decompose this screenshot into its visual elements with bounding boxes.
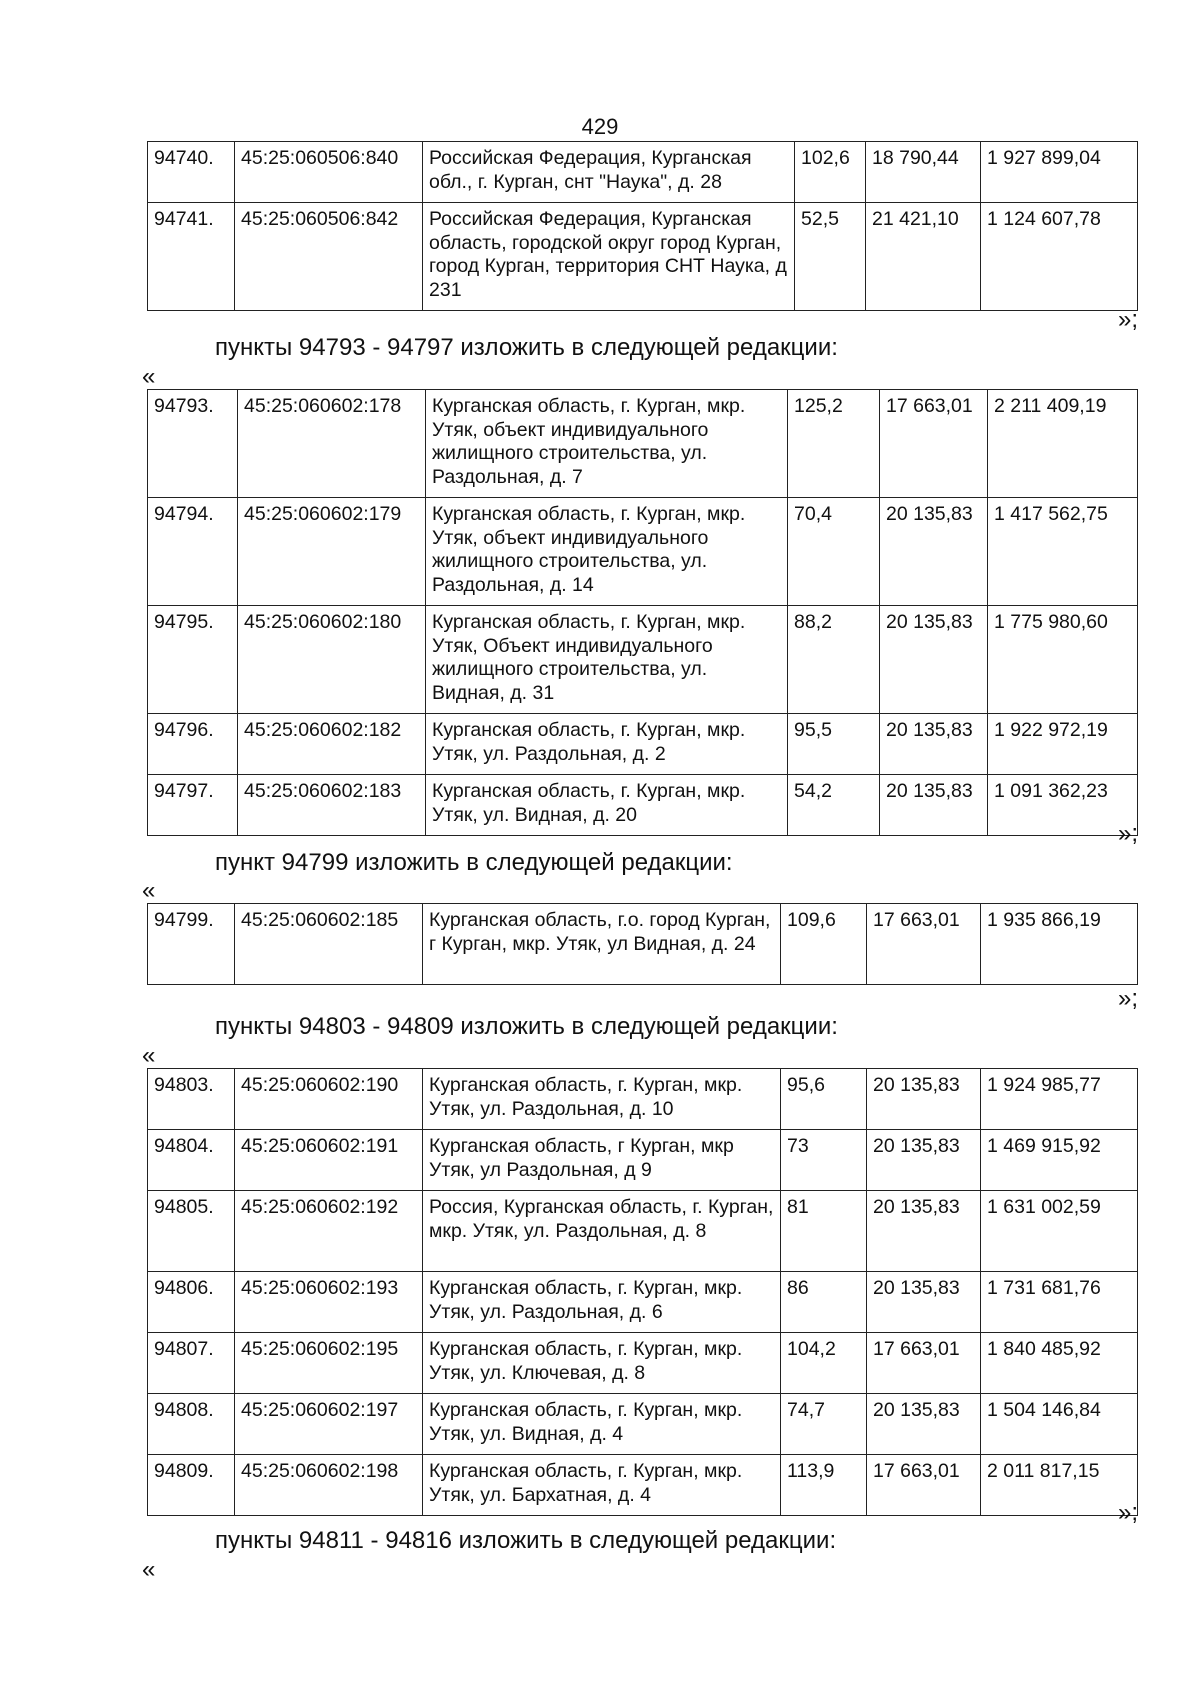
row-number: 94740. [148, 142, 235, 203]
rate: 17 663,01 [880, 390, 988, 498]
address: Курганская область, г. Курган, мкр. Утяк, ул. Ключевая, д. 8 [423, 1333, 781, 1394]
address: Курганская область, г Курган, мкр Утяк, ул Раздольная, д 9 [423, 1130, 781, 1191]
address: Курганская область, г. Курган, мкр. Утяк, ул. Бархатная, д. 4 [423, 1455, 781, 1516]
area: 88,2 [788, 606, 880, 714]
row-number: 94741. [148, 203, 235, 311]
rate: 20 135,83 [880, 498, 988, 606]
table-row [148, 390, 1138, 498]
address: Российская Федерация, Курганская обл., г. Курган, снт "Наука", д. 28 [423, 142, 795, 203]
row-number: 94806. [148, 1272, 235, 1333]
area: 113,9 [781, 1455, 867, 1516]
area: 73 [781, 1130, 867, 1191]
table-row [148, 1394, 1138, 1455]
opening-quote: « [142, 877, 156, 904]
rate: 21 421,10 [866, 203, 981, 311]
cadastral-value: 2 011 817,15 [981, 1455, 1138, 1516]
cadastral-number: 45:25:060602:185 [235, 904, 423, 985]
address: Курганская область, г. Курган, мкр. Утяк, ул. Раздольная, д. 10 [423, 1069, 781, 1130]
rate: 20 135,83 [880, 714, 988, 775]
cadastral-number: 45:25:060602:180 [238, 606, 426, 714]
table-row [148, 1069, 1138, 1130]
address: Российская Федерация, Курганская область, городской округ город Курган, город Курган, территория СНТ Наука, д 231 [423, 203, 795, 311]
row-number: 94803. [148, 1069, 235, 1130]
row-number: 94808. [148, 1394, 235, 1455]
table-row [148, 904, 1138, 985]
address: Курганская область, г. Курган, мкр. Утяк, ул. Видная, д. 4 [423, 1394, 781, 1455]
table-row [148, 498, 1138, 606]
cadastral-number: 45:25:060602:179 [238, 498, 426, 606]
area: 81 [781, 1191, 867, 1272]
cadastral-value: 1 124 607,78 [981, 203, 1138, 311]
row-number: 94799. [148, 904, 235, 985]
area: 52,5 [795, 203, 866, 311]
registry-table-4 [147, 1068, 1138, 1516]
cadastral-number: 45:25:060602:191 [235, 1130, 423, 1191]
address: Россия, Курганская область, г. Курган, мкр. Утяк, ул. Раздольная, д. 8 [423, 1191, 781, 1272]
rate: 20 135,83 [867, 1130, 981, 1191]
cadastral-number: 45:25:060602:193 [235, 1272, 423, 1333]
cadastral-number: 45:25:060602:198 [235, 1455, 423, 1516]
area: 95,5 [788, 714, 880, 775]
cadastral-value: 1 631 002,59 [981, 1191, 1138, 1272]
rate: 20 135,83 [867, 1394, 981, 1455]
registry-table-1 [147, 141, 1138, 311]
table-row [148, 1272, 1138, 1333]
cadastral-value: 1 417 562,75 [988, 498, 1138, 606]
rate: 20 135,83 [880, 775, 988, 836]
table-row [148, 1191, 1138, 1272]
table-row [148, 606, 1138, 714]
rate: 20 135,83 [867, 1272, 981, 1333]
cadastral-value: 1 469 915,92 [981, 1130, 1138, 1191]
cadastral-value: 1 840 485,92 [981, 1333, 1138, 1394]
rate: 17 663,01 [867, 1333, 981, 1394]
cadastral-number: 45:25:060506:842 [235, 203, 423, 311]
address: Курганская область, г. Курган, мкр. Утяк, объект индивидуального жилищного строительства, ул. Раздольная, д. 7 [426, 390, 788, 498]
rate: 18 790,44 [866, 142, 981, 203]
cadastral-number: 45:25:060602:192 [235, 1191, 423, 1272]
address: Курганская область, г. Курган, мкр. Утяк, объект индивидуального жилищного строительства, ул. Раздольная, д. 14 [426, 498, 788, 606]
area: 104,2 [781, 1333, 867, 1394]
cadastral-value: 2 211 409,19 [988, 390, 1138, 498]
cadastral-number: 45:25:060602:183 [238, 775, 426, 836]
row-number: 94794. [148, 498, 238, 606]
rate: 17 663,01 [867, 904, 981, 985]
address: Курганская область, г. Курган, мкр. Утяк, ул. Раздольная, д. 2 [426, 714, 788, 775]
rate: 17 663,01 [867, 1455, 981, 1516]
row-number: 94796. [148, 714, 238, 775]
row-number: 94805. [148, 1191, 235, 1272]
area: 109,6 [781, 904, 867, 985]
cadastral-number: 45:25:060602:197 [235, 1394, 423, 1455]
address: Курганская область, г. Курган, мкр. Утяк, Объект индивидуального жилищного строительства, ул. Видная, д. 31 [426, 606, 788, 714]
area: 86 [781, 1272, 867, 1333]
cadastral-value: 1 927 899,04 [981, 142, 1138, 203]
row-number: 94809. [148, 1455, 235, 1516]
cadastral-value: 1 091 362,23 [988, 775, 1138, 836]
registry-table-3 [147, 903, 1138, 985]
table-row [148, 714, 1138, 775]
rate: 20 135,83 [867, 1069, 981, 1130]
cadastral-number: 45:25:060506:840 [235, 142, 423, 203]
registry-table-2 [147, 389, 1138, 836]
instruction-text: пункт 94799 изложить в следующей редакции: [215, 849, 733, 876]
table-row [148, 142, 1138, 203]
rate: 20 135,83 [880, 606, 988, 714]
cadastral-value: 1 731 681,76 [981, 1272, 1138, 1333]
cadastral-number: 45:25:060602:178 [238, 390, 426, 498]
cadastral-value: 1 935 866,19 [981, 904, 1138, 985]
closing-quote: »; [1118, 1499, 1139, 1526]
cadastral-value: 1 922 972,19 [988, 714, 1138, 775]
address: Курганская область, г.о. город Курган, г Курган, мкр. Утяк, ул Видная, д. 24 [423, 904, 781, 985]
closing-quote: »; [1118, 820, 1139, 847]
page-number: 429 [581, 114, 619, 139]
opening-quote: « [142, 363, 156, 390]
row-number: 94807. [148, 1333, 235, 1394]
row-number: 94797. [148, 775, 238, 836]
table-row [148, 775, 1138, 836]
cadastral-number: 45:25:060602:190 [235, 1069, 423, 1130]
row-number: 94804. [148, 1130, 235, 1191]
address: Курганская область, г. Курган, мкр. Утяк, ул. Раздольная, д. 6 [423, 1272, 781, 1333]
row-number: 94795. [148, 606, 238, 714]
rate: 20 135,83 [867, 1191, 981, 1272]
area: 70,4 [788, 498, 880, 606]
area: 54,2 [788, 775, 880, 836]
instruction-text: пункты 94793 - 94797 изложить в следующей редакции: [215, 334, 838, 361]
area: 74,7 [781, 1394, 867, 1455]
cadastral-number: 45:25:060602:182 [238, 714, 426, 775]
cadastral-value: 1 504 146,84 [981, 1394, 1138, 1455]
table-row [148, 1130, 1138, 1191]
table-row [148, 1333, 1138, 1394]
row-number: 94793. [148, 390, 238, 498]
opening-quote: « [142, 1556, 156, 1583]
area: 125,2 [788, 390, 880, 498]
cadastral-value: 1 924 985,77 [981, 1069, 1138, 1130]
table-row [148, 1455, 1138, 1516]
address: Курганская область, г. Курган, мкр. Утяк, ул. Видная, д. 20 [426, 775, 788, 836]
area: 95,6 [781, 1069, 867, 1130]
cadastral-number: 45:25:060602:195 [235, 1333, 423, 1394]
instruction-text: пункты 94803 - 94809 изложить в следующей редакции: [215, 1013, 838, 1040]
area: 102,6 [795, 142, 866, 203]
closing-quote: »; [1118, 985, 1139, 1012]
opening-quote: « [142, 1042, 156, 1069]
table-row [148, 203, 1138, 311]
instruction-text: пункты 94811 - 94816 изложить в следующей редакции: [215, 1527, 837, 1554]
cadastral-value: 1 775 980,60 [988, 606, 1138, 714]
closing-quote: »; [1118, 306, 1139, 333]
